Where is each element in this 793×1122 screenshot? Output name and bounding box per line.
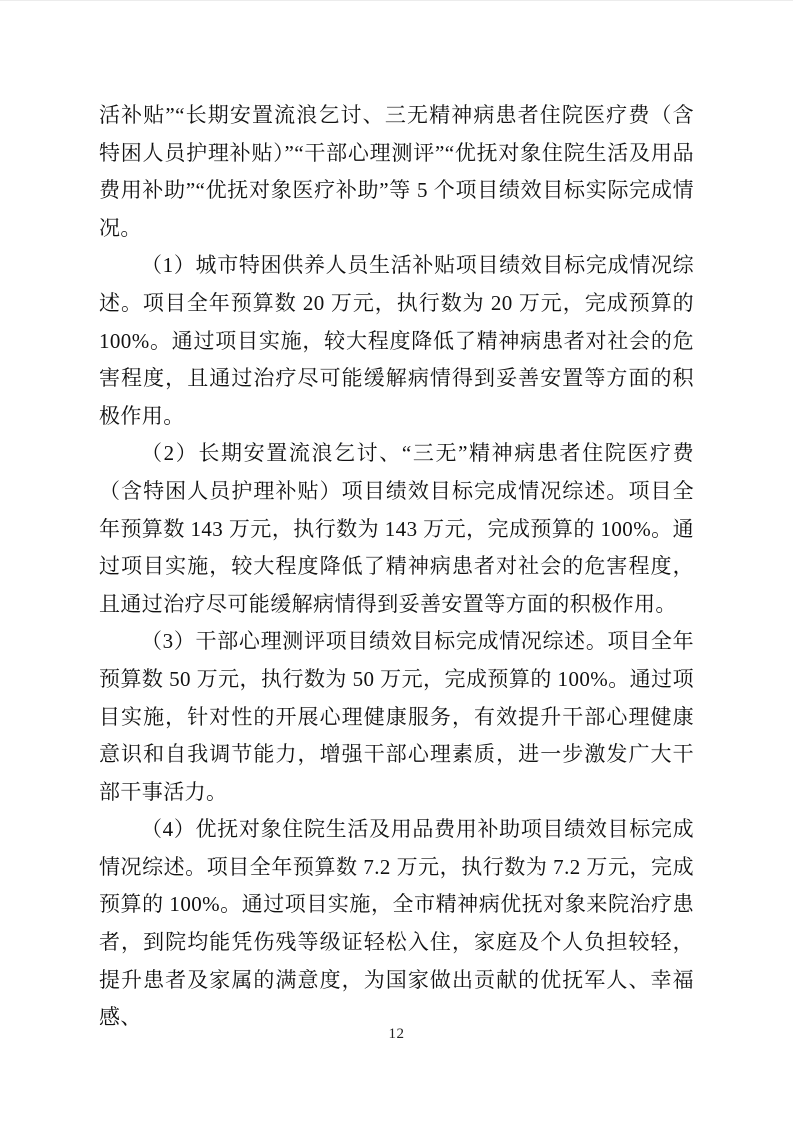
text-block — [99, 97, 694, 1037]
page-number: 12 — [388, 1026, 405, 1042]
page-footer — [0, 1025, 793, 1043]
paragraph-item-3: （3）干部心理测评项目绩效目标完成情况综述。项目全年预算数 50 万元，执行数为 50 万元，完成预算的 100%。通过项目实施，针对性的开展心理健康服务，有效提升干部心理健康意识和自我调节能力，增强干部心理素质，进一步激发广大干部干事活力。 — [99, 629, 694, 804]
paragraph-continuation: 活补贴”“长期安置流浪乞讨、三无精神病患者住院医疗费（含特困人员护理补贴）”“干部心理测评”“优抚对象住院生活及用品费用补助”“优抚对象医疗补助”等 5 个项目绩效目标实际完成情况。 — [99, 103, 694, 240]
paragraph-item-2: （2）长期安置流浪乞讨、“三无”精神病患者住院医疗费（含特困人员护理补贴）项目绩效目标完成情况综述。项目全年预算数 143 万元，执行数为 143 万元，完成预算的 100%。通过项目实施，较大程度降低了精神病患者对社会的危害程度，且通过治疗尽可能缓解病情得到妥善安置等方面的积极作用。 — [99, 441, 694, 616]
paragraph-item-4: （4）优抚对象住院生活及用品费用补助项目绩效目标完成情况综述。项目全年预算数 7.2 万元，执行数为 7.2 万元，完成预算的 100%。通过项目实施，全市精神病优抚对象来院治疗患者，到院均能凭伤残等级证轻松入住，家庭及个人负担较轻，提升患者及家属的满意度，为国家做出贡献的优抚军人、幸福感、 — [99, 817, 694, 1030]
paragraph-item-1: （1）城市特困供养人员生活补贴项目绩效目标完成情况综述。项目全年预算数 20 万元，执行数为 20 万元，完成预算的 100%。通过项目实施，较大程度降低了精神病患者对社会的危害程度，且通过治疗尽可能缓解病情得到妥善安置等方面的积极作用。 — [99, 253, 694, 428]
